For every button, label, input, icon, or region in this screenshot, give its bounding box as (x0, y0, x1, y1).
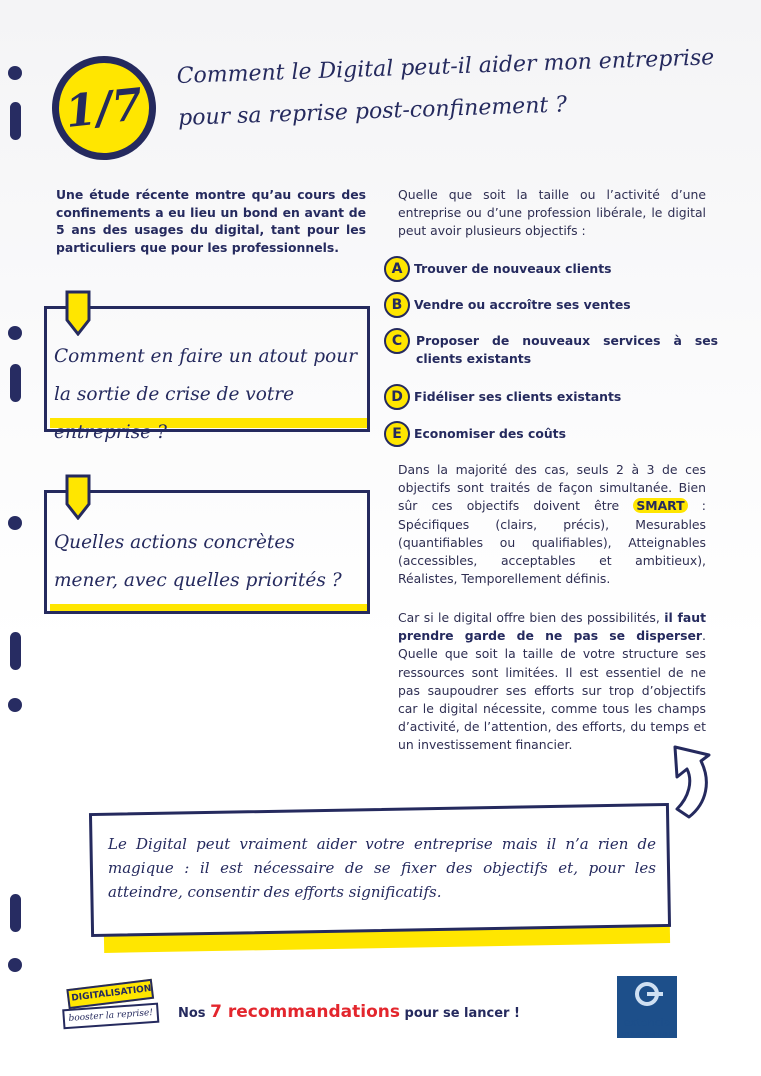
logo-mark-icon (627, 982, 667, 1006)
objective-d (384, 384, 621, 410)
binder-hole (8, 516, 22, 530)
objective-text: Vendre ou accroître ses ventes (414, 297, 631, 312)
objective-text: Trouver de nouveaux clients (414, 261, 612, 276)
binder-hole (10, 632, 21, 670)
logo-subtitle: EXPERTS COMPTABLES (618, 1032, 676, 1038)
objective-letter: E (384, 421, 410, 447)
binder-hole (10, 894, 21, 932)
binder-hole (10, 102, 21, 140)
objective-a (384, 256, 612, 282)
sticker-subtitle: booster la reprise! (62, 1003, 159, 1030)
chapter-badge: 1/7 (47, 51, 161, 165)
digitalisation-sticker (61, 981, 160, 1030)
objective-letter: A (384, 256, 410, 282)
binder-hole (8, 958, 22, 972)
objective-b (384, 292, 631, 318)
disperse-paragraph: Car si le digital offre bien des possibilités, il faut prendre garde de ne pas se disperser. Quelle que soit la taille de votre structure ses ressources sont limitées. Il est essentiel de ne pas saupoudrer ses efforts sur trop d’objectifs car le digital nécessite, comme tous les champs d’activité, de l’attention, des efforts, du temps et un investissement financier. (398, 610, 706, 753)
objective-letter: D (384, 384, 410, 410)
objective-letter: B (384, 292, 410, 318)
intro-paragraph: Une étude récente montre qu’au cours des confinements a eu lieu un bond en avant de 5 ans des usages du digital, tant pour les particuliers que pour les professionnels. (56, 187, 366, 255)
bookmark-tab-icon (64, 474, 92, 520)
objective-letter: C (384, 328, 410, 354)
objective-e (384, 421, 566, 447)
question-1: Comment en faire un atout pour la sortie de crise de votre entreprise ? (54, 346, 358, 443)
objective-text: Economiser des coûts (414, 426, 566, 441)
page-title: Comment le Digital peut-il aider mon entreprise pour sa reprise post-confinement ? (176, 45, 715, 131)
binder-hole (8, 698, 22, 712)
objective-c (384, 328, 718, 368)
binder-hole (10, 364, 21, 402)
objective-text: Fidéliser ses clients existants (414, 389, 622, 404)
sticker-title: DIGITALISATION (66, 979, 154, 1009)
footer-text: Nos 7 recommandations pour se lancer ! (178, 1002, 520, 1022)
smart-paragraph: Dans la majorité des cas, seuls 2 à 3 de ces objectifs sont traités de façon simultanée. Bien sûr ces objectifs doivent être SMART : Spécifiques (clairs, précis), Mesurables (quantifiables ou qualifiables), Atteignables (accessibles, acceptables et ambitieux), Réalistes, Temporellement définis. (398, 462, 706, 587)
bookmark-tab-icon (64, 290, 92, 336)
objective-text: Proposer de nouveaux services à ses clients existants (416, 333, 718, 366)
logo-name: extencia (623, 1016, 671, 1029)
binder-hole (8, 326, 22, 340)
objectives-intro: Quelle que soit la taille ou l’activité d’une entreprise ou d’une profession libérale, le digital peut avoir plusieurs objectifs : (398, 187, 706, 239)
quote-text: Le Digital peut vraiment aider votre entreprise mais il n’a rien de magique : il est nécessaire de se fixer des objectifs et, pour les atteindre, consentir des efforts significatifs. (108, 835, 656, 901)
footer-highlight: 7 recommandations (210, 1002, 400, 1022)
question-2: Quelles actions concrètes mener, avec quelles priorités ? (54, 532, 342, 591)
binder-hole (8, 66, 22, 80)
smart-highlight: SMART (633, 498, 687, 513)
